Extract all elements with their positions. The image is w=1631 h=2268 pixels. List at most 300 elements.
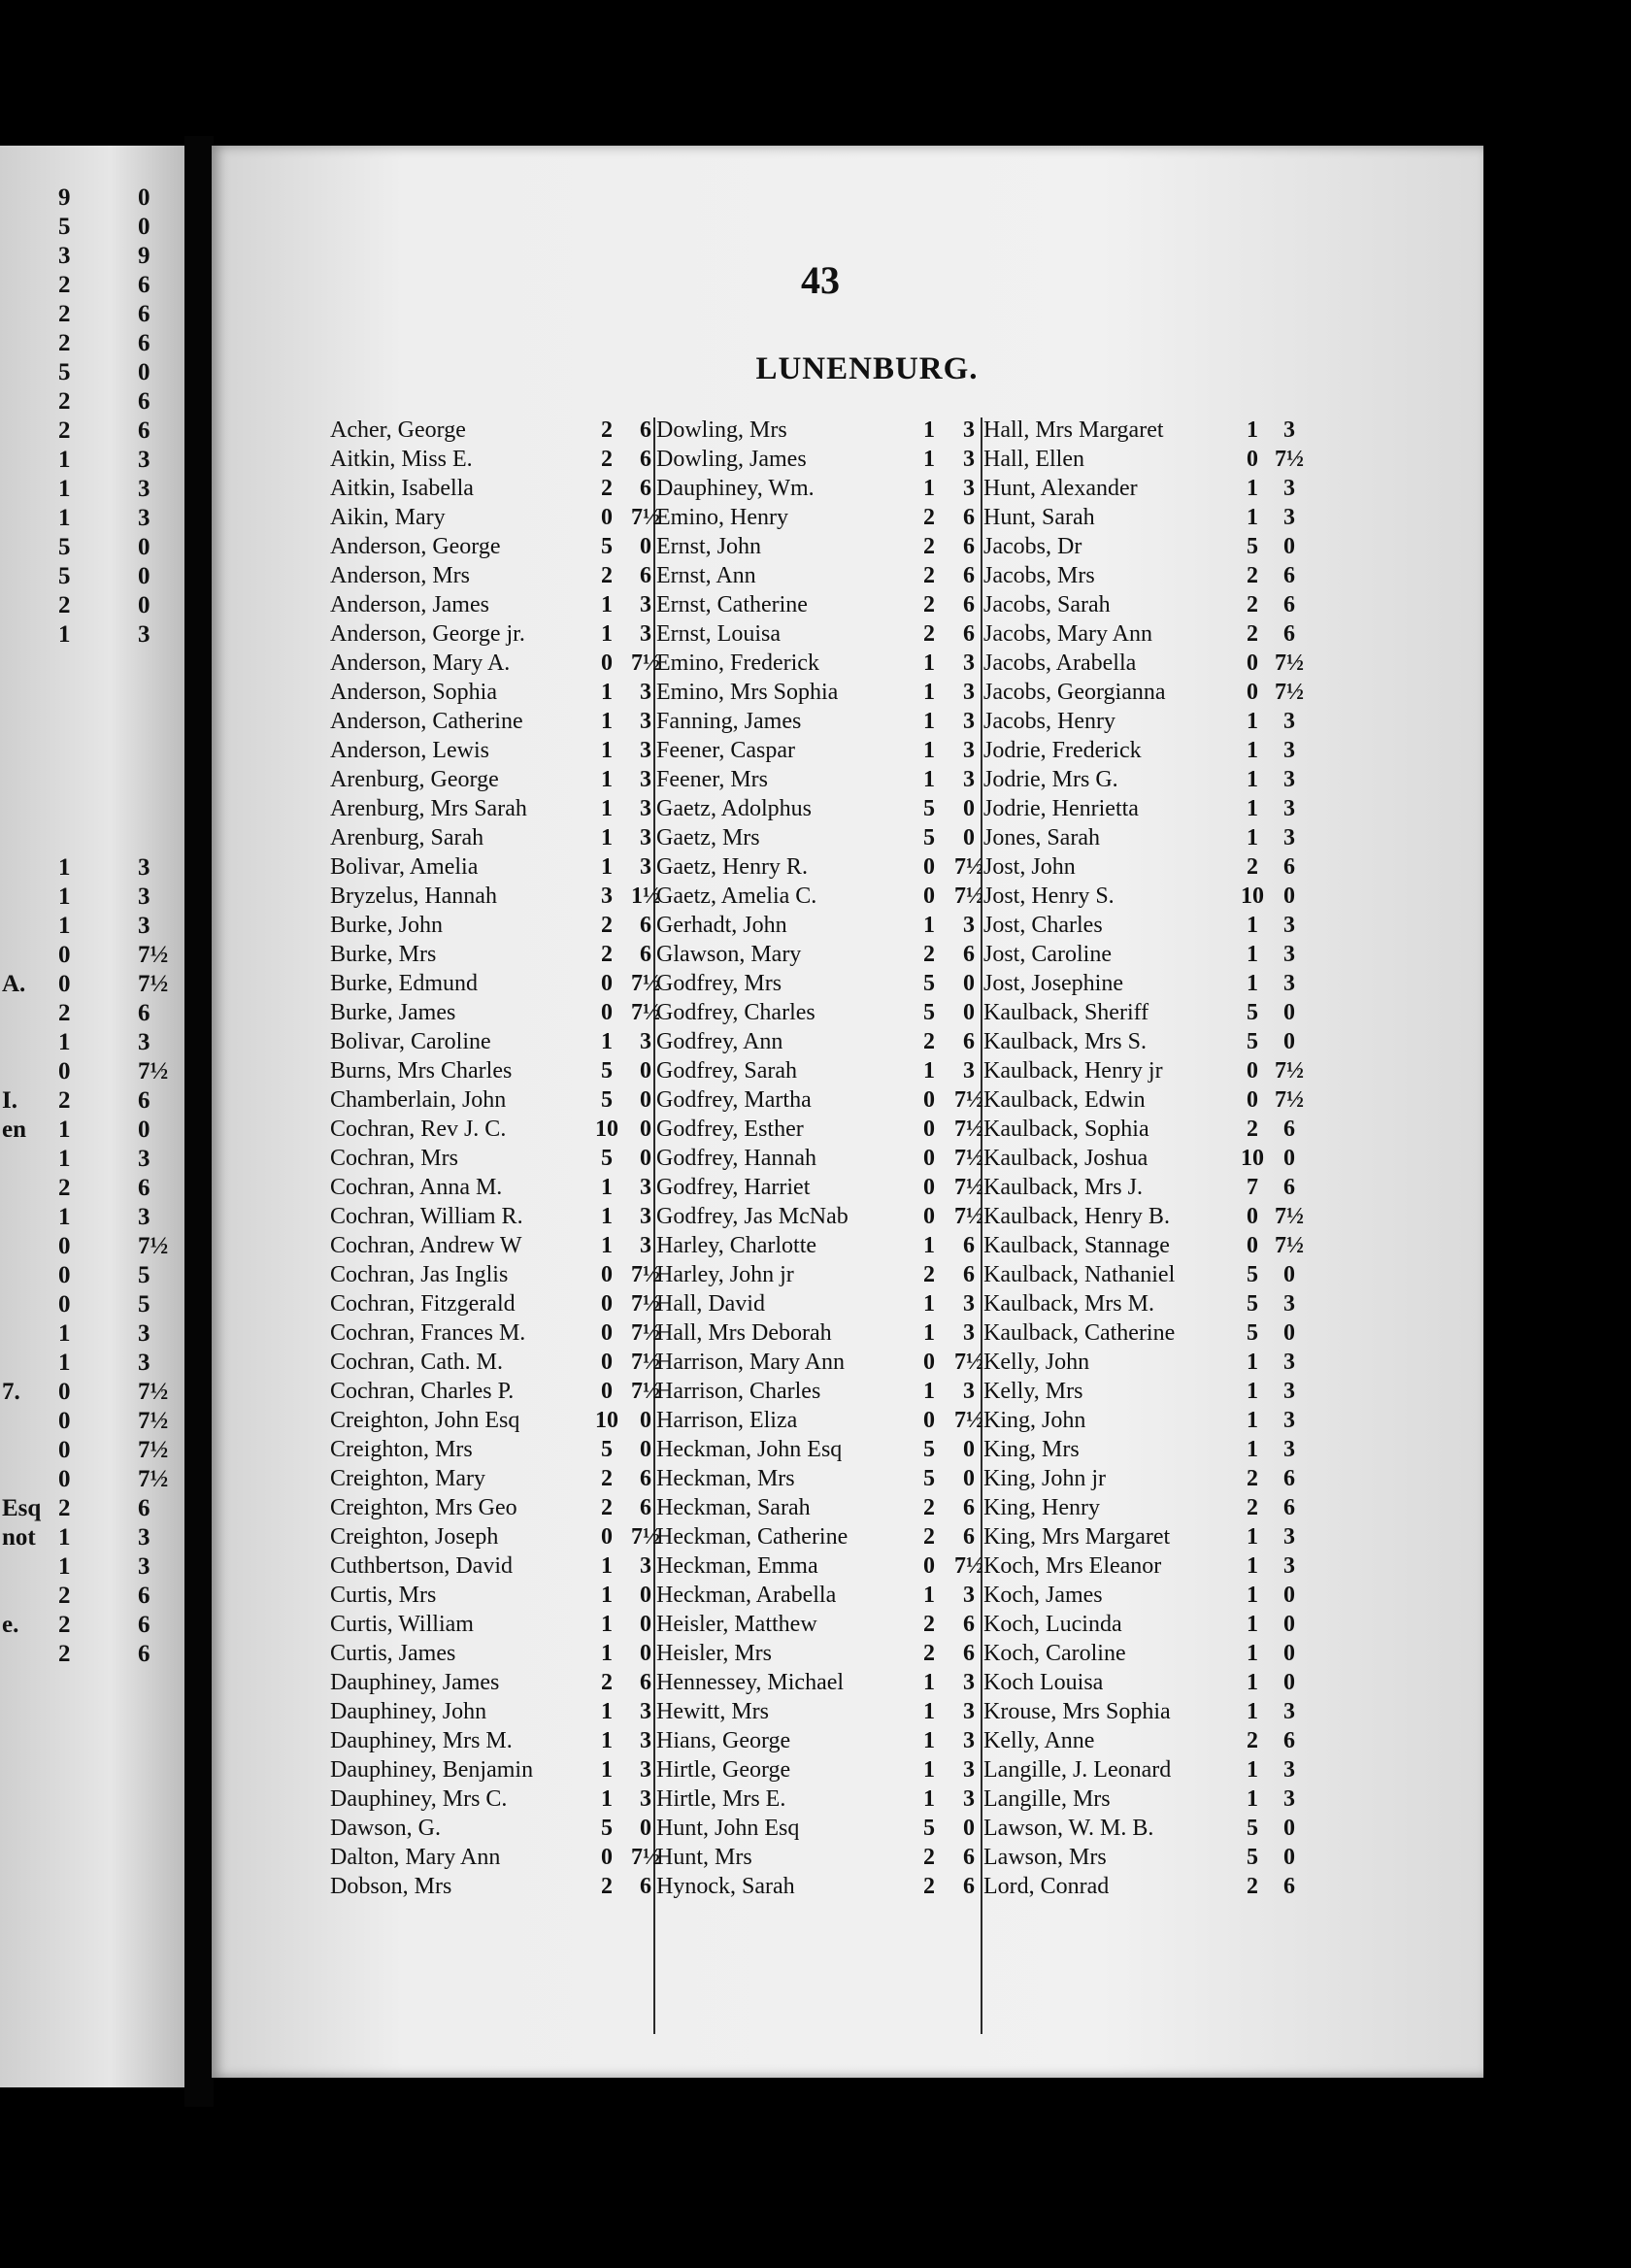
- fragment-text: 0: [58, 1233, 71, 1259]
- amount-pence: 3: [640, 738, 651, 763]
- subscriber-name: Cochran, Mrs: [330, 1146, 458, 1171]
- amount-shillings: 1: [1247, 1670, 1258, 1695]
- subscriber-entry: [330, 1699, 665, 1728]
- book-gutter: [184, 136, 214, 2107]
- amount-pence: 3: [640, 592, 651, 617]
- amount-shillings: 2: [1247, 1728, 1258, 1753]
- amount-pence: 6: [640, 942, 651, 967]
- subscriber-name: Acher, George: [330, 417, 466, 443]
- amount-shillings: 1: [1247, 767, 1258, 792]
- amount-shillings: 0: [923, 1117, 935, 1142]
- subscriber-name: Kaulback, Henry B.: [983, 1204, 1170, 1229]
- amount-shillings: 0: [923, 1204, 935, 1229]
- subscriber-entry: [983, 680, 1333, 709]
- amount-shillings: 0: [601, 1291, 613, 1317]
- amount-shillings: 5: [923, 971, 935, 996]
- amount-shillings: 2: [601, 1466, 613, 1491]
- subscriber-name: Kaulback, Sheriff: [983, 1000, 1149, 1025]
- previous-page-fragment: [0, 1146, 180, 1175]
- fragment-text: 1: [58, 505, 71, 531]
- amount-pence: 0: [640, 1058, 651, 1084]
- subscriber-name: Chamberlain, John: [330, 1087, 507, 1113]
- subscriber-entry: [983, 1612, 1333, 1641]
- amount-shillings: 1: [923, 1728, 935, 1753]
- subscriber-name: Jost, Henry S.: [983, 884, 1115, 909]
- subscriber-entry: [330, 1495, 665, 1524]
- fragment-text: 1: [58, 913, 71, 939]
- amount-pence: 6: [1283, 563, 1295, 588]
- amount-shillings: 2: [601, 913, 613, 938]
- amount-shillings: 1: [923, 417, 935, 443]
- amount-pence: 6: [1283, 1495, 1295, 1520]
- amount-pence: 6: [640, 1466, 651, 1491]
- fragment-text: 0: [58, 1437, 71, 1463]
- subscriber-name: Godfrey, Ann: [656, 1029, 783, 1054]
- amount-pence: 3: [1283, 738, 1295, 763]
- subscriber-entry: [330, 913, 665, 942]
- fragment-text: 7½: [138, 1379, 169, 1405]
- amount-shillings: 0: [1247, 680, 1258, 705]
- subscriber-name: Harrison, Eliza: [656, 1408, 798, 1433]
- amount-pence: 0: [640, 1087, 651, 1113]
- subscriber-name: King, John jr: [983, 1466, 1106, 1491]
- subscriber-name: Koch, Lucinda: [983, 1612, 1122, 1637]
- fragment-text: 2: [58, 1175, 71, 1201]
- amount-shillings: 1: [1247, 913, 1258, 938]
- subscriber-name: Godfrey, Hannah: [656, 1146, 817, 1171]
- subscriber-name: Kaulback, Catherine: [983, 1320, 1176, 1346]
- subscriber-name: Dobson, Mrs: [330, 1874, 452, 1899]
- subscriber-entry: [656, 1524, 991, 1553]
- amount-pence: 3: [640, 1553, 651, 1579]
- amount-shillings: 1: [1247, 1408, 1258, 1433]
- subscriber-entry: [983, 1641, 1333, 1670]
- amount-shillings: 0: [1247, 447, 1258, 472]
- amount-pence: 3: [963, 1786, 975, 1812]
- amount-pence: 6: [963, 942, 975, 967]
- amount-pence: 7½: [1275, 447, 1304, 472]
- amount-shillings: 2: [601, 1495, 613, 1520]
- subscriber-name: Ernst, Catherine: [656, 592, 808, 617]
- amount-pence: 7½: [631, 1379, 660, 1404]
- amount-pence: 7½: [631, 650, 660, 676]
- subscriber-entry: [983, 1845, 1333, 1874]
- subscriber-name: Kaulback, Nathaniel: [983, 1262, 1176, 1287]
- fragment-text: 3: [138, 1146, 150, 1172]
- subscriber-name: Curtis, Mrs: [330, 1583, 437, 1608]
- subscriber-entry: [330, 1845, 665, 1874]
- previous-page-fragment: [0, 1000, 180, 1029]
- fragment-text: 2: [58, 330, 71, 356]
- subscriber-entry: [656, 1786, 991, 1816]
- amount-shillings: 1: [601, 1583, 613, 1608]
- fragment-text: 6: [138, 417, 150, 444]
- subscriber-name: Langille, J. Leonard: [983, 1757, 1172, 1783]
- amount-shillings: 2: [601, 1874, 613, 1899]
- amount-shillings: 1: [923, 738, 935, 763]
- previous-page-fragment: [0, 884, 180, 913]
- subscriber-entry: [330, 1786, 665, 1816]
- subscriber-name: Jacobs, Sarah: [983, 592, 1111, 617]
- previous-page-fragment: [0, 1379, 180, 1408]
- fragment-text: 2: [58, 592, 71, 618]
- subscriber-entry: [983, 1000, 1333, 1029]
- amount-shillings: 2: [1247, 1874, 1258, 1899]
- amount-pence: 6: [963, 1612, 975, 1637]
- amount-pence: 0: [1283, 1816, 1295, 1841]
- amount-pence: 0: [1283, 1146, 1295, 1171]
- fragment-text: 6: [138, 1175, 150, 1201]
- fragment-text: 1: [58, 1524, 71, 1551]
- fragment-text: 9: [58, 184, 71, 211]
- amount-pence: 0: [1283, 534, 1295, 559]
- subscriber-entry: [330, 1058, 665, 1087]
- amount-pence: 7½: [954, 854, 983, 880]
- amount-pence: 1½: [631, 884, 660, 909]
- subscriber-name: Godfrey, Charles: [656, 1000, 816, 1025]
- previous-page-fragment: [0, 680, 180, 709]
- subscriber-name: Cochran, Charles P.: [330, 1379, 515, 1404]
- subscriber-entry: [983, 534, 1333, 563]
- fragment-text: not: [2, 1524, 36, 1551]
- amount-shillings: 1: [601, 1553, 613, 1579]
- subscriber-name: Hunt, Mrs: [656, 1845, 752, 1870]
- subscriber-name: Gaetz, Mrs: [656, 825, 760, 850]
- subscriber-name: Feener, Mrs: [656, 767, 769, 792]
- subscriber-name: Anderson, George: [330, 534, 501, 559]
- amount-shillings: 0: [923, 1146, 935, 1171]
- fragment-text: A.: [2, 971, 26, 997]
- fragment-text: 1: [58, 1117, 71, 1143]
- previous-page-fragment: [0, 243, 180, 272]
- amount-shillings: 1: [601, 796, 613, 821]
- amount-pence: 3: [963, 913, 975, 938]
- previous-page-fragment: [0, 1408, 180, 1437]
- fragment-text: 0: [58, 971, 71, 997]
- amount-shillings: 5: [1247, 1000, 1258, 1025]
- amount-pence: 3: [640, 680, 651, 705]
- previous-page-fragment: [0, 447, 180, 476]
- subscriber-name: Curtis, James: [330, 1641, 456, 1666]
- subscriber-entry: [656, 1874, 991, 1903]
- subscriber-entry: [656, 1117, 991, 1146]
- subscriber-entry: [330, 1087, 665, 1117]
- subscriber-name: Gaetz, Adolphus: [656, 796, 812, 821]
- subscriber-entry: [330, 1816, 665, 1845]
- subscriber-name: Harrison, Charles: [656, 1379, 821, 1404]
- amount-shillings: 1: [923, 476, 935, 501]
- fragment-text: 0: [138, 184, 150, 211]
- amount-shillings: 2: [923, 563, 935, 588]
- subscriber-name: Jodrie, Henrietta: [983, 796, 1139, 821]
- amount-pence: 3: [963, 1757, 975, 1783]
- amount-pence: 3: [640, 854, 651, 880]
- amount-pence: 3: [963, 447, 975, 472]
- subscriber-entry: [656, 1291, 991, 1320]
- fragment-text: 3: [138, 447, 150, 473]
- amount-shillings: 1: [923, 1233, 935, 1258]
- amount-pence: 6: [1283, 1874, 1295, 1899]
- subscriber-name: Hall, Ellen: [983, 447, 1084, 472]
- subscriber-entry: [983, 1146, 1333, 1175]
- previous-page-fragment: [0, 1087, 180, 1117]
- amount-pence: 7½: [1275, 650, 1304, 676]
- amount-pence: 3: [1283, 1699, 1295, 1724]
- subscriber-entry: [656, 1699, 991, 1728]
- fragment-text: 0: [138, 592, 150, 618]
- subscriber-entry: [656, 1146, 991, 1175]
- amount-shillings: 2: [1247, 854, 1258, 880]
- amount-pence: 0: [1283, 1320, 1295, 1346]
- amount-pence: 0: [1283, 884, 1295, 909]
- amount-shillings: 5: [1247, 1845, 1258, 1870]
- subscriber-name: Arenburg, Sarah: [330, 825, 484, 850]
- subscriber-name: Emino, Henry: [656, 505, 788, 530]
- amount-pence: 3: [1283, 825, 1295, 850]
- subscriber-name: Dowling, Mrs: [656, 417, 787, 443]
- subscriber-entry: [983, 1524, 1333, 1553]
- fragment-text: 2: [58, 1583, 71, 1609]
- subscriber-name: Kaulback, Stannage: [983, 1233, 1170, 1258]
- subscriber-entry: [983, 1087, 1333, 1117]
- subscriber-name: Heckman, Catherine: [656, 1524, 849, 1550]
- amount-shillings: 5: [1247, 534, 1258, 559]
- subscriber-name: Burns, Mrs Charles: [330, 1058, 513, 1084]
- subscriber-name: Kaulback, Joshua: [983, 1146, 1148, 1171]
- previous-page-fragment: [0, 942, 180, 971]
- subscriber-name: Krouse, Mrs Sophia: [983, 1699, 1171, 1724]
- fragment-text: Esq: [2, 1495, 42, 1521]
- amount-shillings: 1: [601, 1728, 613, 1753]
- amount-pence: 7½: [954, 1408, 983, 1433]
- subscriber-name: Heisler, Mrs: [656, 1641, 773, 1666]
- subscriber-entry: [330, 709, 665, 738]
- subscriber-entry: [656, 505, 991, 534]
- subscriber-name: Koch, Caroline: [983, 1641, 1126, 1666]
- subscriber-name: Godfrey, Sarah: [656, 1058, 798, 1084]
- previous-page-fragment: [0, 1320, 180, 1350]
- subscriber-entry: [330, 1466, 665, 1495]
- subscriber-name: Heckman, John Esq: [656, 1437, 843, 1462]
- amount-pence: 0: [963, 971, 975, 996]
- subscriber-entry: [983, 1408, 1333, 1437]
- subscriber-entry: [656, 1816, 991, 1845]
- amount-pence: 7½: [631, 1320, 660, 1346]
- subscriber-entry: [983, 1437, 1333, 1466]
- subscriber-name: Koch, James: [983, 1583, 1103, 1608]
- amount-shillings: 1: [923, 680, 935, 705]
- amount-shillings: 7: [1247, 1175, 1258, 1200]
- subscriber-entry: [330, 1291, 665, 1320]
- fragment-text: 0: [58, 942, 71, 968]
- subscriber-name: Godfrey, Esther: [656, 1117, 804, 1142]
- subscriber-entry: [656, 1553, 991, 1583]
- amount-shillings: 1: [1247, 796, 1258, 821]
- amount-shillings: 2: [923, 534, 935, 559]
- subscriber-entry: [983, 1291, 1333, 1320]
- subscriber-entry: [983, 1699, 1333, 1728]
- subscriber-name: Hunt, John Esq: [656, 1816, 800, 1841]
- subscriber-entry: [330, 1233, 665, 1262]
- amount-pence: 6: [963, 1029, 975, 1054]
- amount-shillings: 1: [1247, 1786, 1258, 1812]
- subscriber-name: Creighton, John Esq: [330, 1408, 520, 1433]
- amount-shillings: 2: [601, 417, 613, 443]
- fragment-text: 7.: [2, 1379, 20, 1405]
- amount-pence: 0: [640, 1583, 651, 1608]
- subscriber-entry: [983, 796, 1333, 825]
- amount-shillings: 1: [601, 621, 613, 647]
- subscriber-name: Kaulback, Henry jr: [983, 1058, 1163, 1084]
- subscriber-name: Dawson, G.: [330, 1816, 441, 1841]
- amount-shillings: 1: [1247, 1612, 1258, 1637]
- fragment-text: 3: [138, 1524, 150, 1551]
- amount-pence: 7½: [954, 1553, 983, 1579]
- fragment-text: 6: [138, 301, 150, 327]
- amount-shillings: 1: [923, 650, 935, 676]
- previous-page-fragment: [0, 1641, 180, 1670]
- subscriber-name: Hall, Mrs Margaret: [983, 417, 1164, 443]
- fragment-text: 5: [138, 1291, 150, 1317]
- previous-page-fragment: [0, 825, 180, 854]
- amount-pence: 0: [963, 1466, 975, 1491]
- amount-pence: 3: [1283, 942, 1295, 967]
- fragment-text: 3: [58, 243, 71, 269]
- subscriber-name: Cochran, William R.: [330, 1204, 523, 1229]
- subscriber-name: Anderson, Catherine: [330, 709, 523, 734]
- fragment-text: 1: [58, 884, 71, 910]
- fragment-text: 1: [58, 1029, 71, 1055]
- amount-shillings: 1: [601, 1029, 613, 1054]
- subscriber-entry: [330, 1757, 665, 1786]
- subscriber-name: Aikin, Mary: [330, 505, 446, 530]
- subscriber-name: Feener, Caspar: [656, 738, 795, 763]
- amount-shillings: 1: [1247, 1350, 1258, 1375]
- subscriber-entry: [656, 1408, 991, 1437]
- subscriber-name: Jost, Caroline: [983, 942, 1112, 967]
- subscriber-name: Jacobs, Mrs: [983, 563, 1095, 588]
- fragment-text: 6: [138, 330, 150, 356]
- subscriber-name: Cuthbertson, David: [330, 1553, 513, 1579]
- amount-shillings: 1: [923, 1320, 935, 1346]
- subscriber-entry: [983, 1320, 1333, 1350]
- previous-page-fragment: [0, 388, 180, 417]
- subscriber-entry: [656, 1087, 991, 1117]
- subscriber-name: Curtis, William: [330, 1612, 474, 1637]
- subscriber-name: Heckman, Emma: [656, 1553, 818, 1579]
- subscriber-name: Dauphiney, Mrs C.: [330, 1786, 508, 1812]
- previous-page-fragment: [0, 301, 180, 330]
- subscriber-entry: [983, 709, 1333, 738]
- subscriber-entry: [983, 1029, 1333, 1058]
- subscriber-name: Anderson, Mrs: [330, 563, 470, 588]
- subscriber-entry: [330, 1204, 665, 1233]
- fragment-text: en: [2, 1117, 26, 1143]
- subscriber-entry: [656, 1466, 991, 1495]
- amount-shillings: 1: [1247, 1553, 1258, 1579]
- amount-pence: 0: [640, 534, 651, 559]
- amount-pence: 6: [963, 1262, 975, 1287]
- amount-pence: 7½: [631, 971, 660, 996]
- subscriber-entry: [330, 1029, 665, 1058]
- amount-pence: 6: [963, 1495, 975, 1520]
- amount-shillings: 1: [1247, 942, 1258, 967]
- amount-pence: 0: [1283, 1641, 1295, 1666]
- amount-shillings: 0: [601, 650, 613, 676]
- amount-shillings: 3: [601, 884, 613, 909]
- subscriber-entry: [656, 1233, 991, 1262]
- subscriber-name: Hall, David: [656, 1291, 765, 1317]
- amount-pence: 3: [963, 767, 975, 792]
- subscriber-entry: [983, 447, 1333, 476]
- subscriber-name: Glawson, Mary: [656, 942, 802, 967]
- subscriber-name: Burke, Edmund: [330, 971, 478, 996]
- amount-pence: 6: [1283, 1728, 1295, 1753]
- fragment-text: 3: [138, 621, 150, 648]
- amount-shillings: 0: [923, 1087, 935, 1113]
- amount-shillings: 10: [595, 1117, 618, 1142]
- subscriber-entry: [983, 1466, 1333, 1495]
- amount-pence: 3: [963, 709, 975, 734]
- subscriber-entry: [330, 1437, 665, 1466]
- subscriber-name: Creighton, Mrs Geo: [330, 1495, 517, 1520]
- amount-pence: 3: [963, 1320, 975, 1346]
- page-number: 43: [801, 258, 840, 302]
- fragment-text: 0: [58, 1058, 71, 1084]
- fragment-text: 3: [138, 1350, 150, 1376]
- subscriber-name: Kelly, Anne: [983, 1728, 1095, 1753]
- amount-shillings: 0: [601, 1350, 613, 1375]
- subscriber-entry: [656, 1757, 991, 1786]
- amount-shillings: 2: [601, 476, 613, 501]
- fragment-text: 0: [138, 534, 150, 560]
- subscriber-entry: [656, 796, 991, 825]
- fragment-text: 7½: [138, 1058, 169, 1084]
- subscriber-entry: [656, 913, 991, 942]
- fragment-text: 3: [138, 884, 150, 910]
- amount-pence: 7½: [954, 884, 983, 909]
- amount-pence: 0: [963, 796, 975, 821]
- amount-pence: 7½: [954, 1117, 983, 1142]
- subscriber-name: Kelly, Mrs: [983, 1379, 1083, 1404]
- subscriber-entry: [983, 1175, 1333, 1204]
- amount-pence: 3: [963, 1058, 975, 1084]
- amount-pence: 0: [640, 1146, 651, 1171]
- amount-shillings: 0: [1247, 1233, 1258, 1258]
- previous-page-fragment: [0, 709, 180, 738]
- subscriber-entry: [983, 738, 1333, 767]
- subscriber-name: Dauphiney, Mrs M.: [330, 1728, 513, 1753]
- amount-pence: 0: [640, 1437, 651, 1462]
- amount-shillings: 1: [1247, 1437, 1258, 1462]
- subscriber-name: Arenburg, Mrs Sarah: [330, 796, 527, 821]
- subscriber-entry: [983, 563, 1333, 592]
- amount-pence: 7½: [954, 1087, 983, 1113]
- amount-shillings: 0: [923, 884, 935, 909]
- amount-pence: 0: [963, 825, 975, 850]
- amount-shillings: 2: [1247, 563, 1258, 588]
- amount-pence: 6: [1283, 592, 1295, 617]
- amount-pence: 7½: [1275, 680, 1304, 705]
- fragment-text: 2: [58, 272, 71, 298]
- previous-page-fragment: [0, 272, 180, 301]
- fragment-text: 7½: [138, 1408, 169, 1434]
- subscriber-name: Anderson, Mary A.: [330, 650, 511, 676]
- fragment-text: 3: [138, 913, 150, 939]
- subscriber-name: King, John: [983, 1408, 1086, 1433]
- fragment-text: 5: [58, 214, 71, 240]
- amount-pence: 6: [963, 1524, 975, 1550]
